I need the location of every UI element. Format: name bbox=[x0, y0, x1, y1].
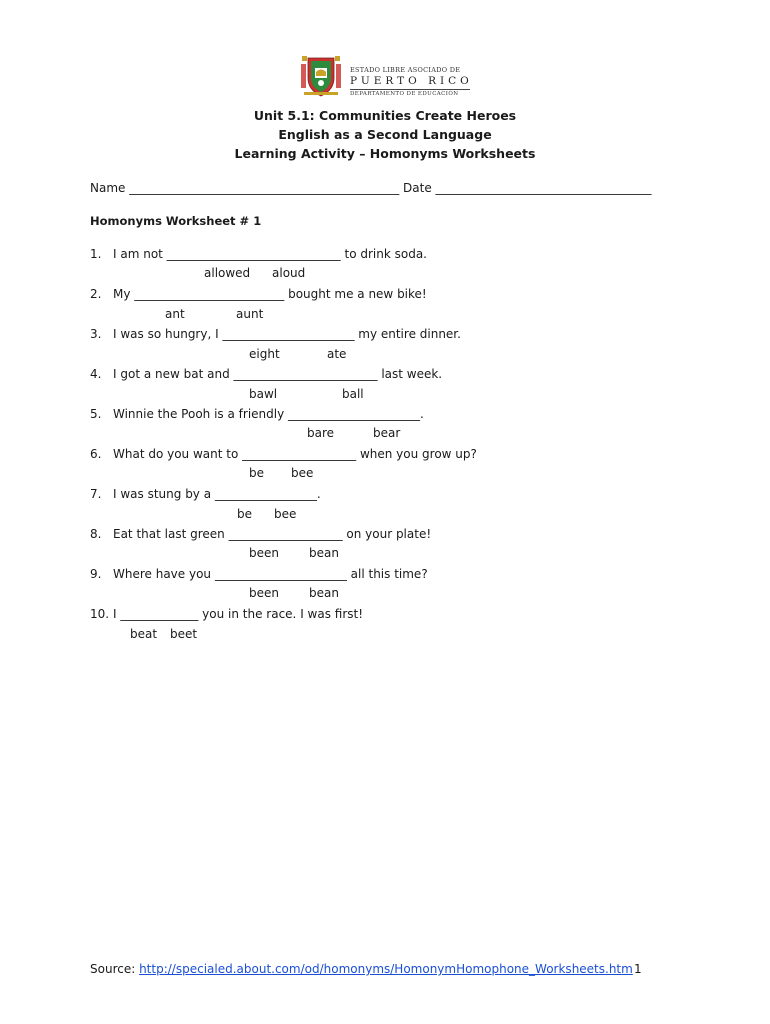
answer-option: been bbox=[249, 586, 279, 600]
answer-option: bear bbox=[373, 426, 401, 440]
course-subtitle: English as a Second Language bbox=[278, 127, 492, 142]
answer-option: bawl bbox=[249, 387, 278, 401]
seal-text bbox=[350, 66, 474, 97]
logo bbox=[298, 52, 474, 98]
source-label: Source: bbox=[90, 962, 140, 976]
answer-option: ate bbox=[327, 347, 347, 361]
question-item: 9. Where have you ______________________ all this time? bbox=[90, 567, 428, 581]
activity-title: Learning Activity – Homonyms Worksheets bbox=[234, 146, 536, 161]
document-titles bbox=[0, 106, 770, 163]
answer-option: beet bbox=[170, 627, 198, 641]
answer-option: allowed bbox=[204, 266, 251, 280]
coat-of-arms-icon bbox=[298, 52, 344, 98]
question-item: 10. I _____________ you in the race. I was first! bbox=[90, 607, 364, 621]
question-item: 2. My _________________________ bought me a new bike! bbox=[90, 287, 427, 301]
question-item: 7. I was stung by a _________________. bbox=[90, 487, 321, 501]
answer-option: ball bbox=[342, 387, 364, 401]
answer-option: ant bbox=[165, 307, 185, 321]
seal-line-3: DEPARTAMENTO DE EDUCACIÓN bbox=[350, 91, 459, 97]
answer-option: bean bbox=[309, 586, 339, 600]
answer-option: bean bbox=[309, 546, 339, 560]
unit-title: Unit 5.1: Communities Create Heroes bbox=[253, 108, 517, 123]
answer-option: be bbox=[249, 466, 264, 480]
answer-option: aunt bbox=[236, 307, 264, 321]
question-item: 4. I got a new bat and ________________________ last week. bbox=[90, 367, 443, 381]
question-item: 1. I am not _____________________________ to drink soda. bbox=[90, 247, 427, 261]
answer-option: bee bbox=[291, 466, 314, 480]
answer-option: beat bbox=[130, 627, 158, 641]
page-number: 1 bbox=[634, 962, 642, 976]
question-item: 8. Eat that last green ___________________ on your plate! bbox=[90, 527, 432, 541]
name-date-line: Name _____________________________________________ Date ____________________________________ bbox=[90, 181, 652, 195]
source-link[interactable]: http://specialed.about.com/od/homonyms/HomonymHomophone_Worksheets.htm bbox=[139, 962, 633, 976]
seal-line-1: ESTADO LIBRE ASOCIADO DE bbox=[350, 66, 461, 74]
answer-option: been bbox=[249, 546, 279, 560]
seal-line-2: PUERTO RICO bbox=[350, 75, 473, 87]
answer-option: bare bbox=[307, 426, 335, 440]
answer-option: bee bbox=[274, 507, 297, 521]
question-item: 5. Winnie the Pooh is a friendly ______________________. bbox=[90, 407, 424, 421]
answer-option: eight bbox=[249, 347, 280, 361]
worksheet-heading: Homonyms Worksheet # 1 bbox=[90, 214, 262, 228]
question-item: 6. What do you want to ___________________ when you grow up? bbox=[90, 447, 477, 461]
question-item: 3. I was so hungry, I ______________________ my entire dinner. bbox=[90, 327, 461, 341]
seal-divider bbox=[350, 89, 470, 90]
answer-option: aloud bbox=[272, 266, 306, 280]
answer-option: be bbox=[237, 507, 252, 521]
footer-source bbox=[90, 962, 633, 976]
